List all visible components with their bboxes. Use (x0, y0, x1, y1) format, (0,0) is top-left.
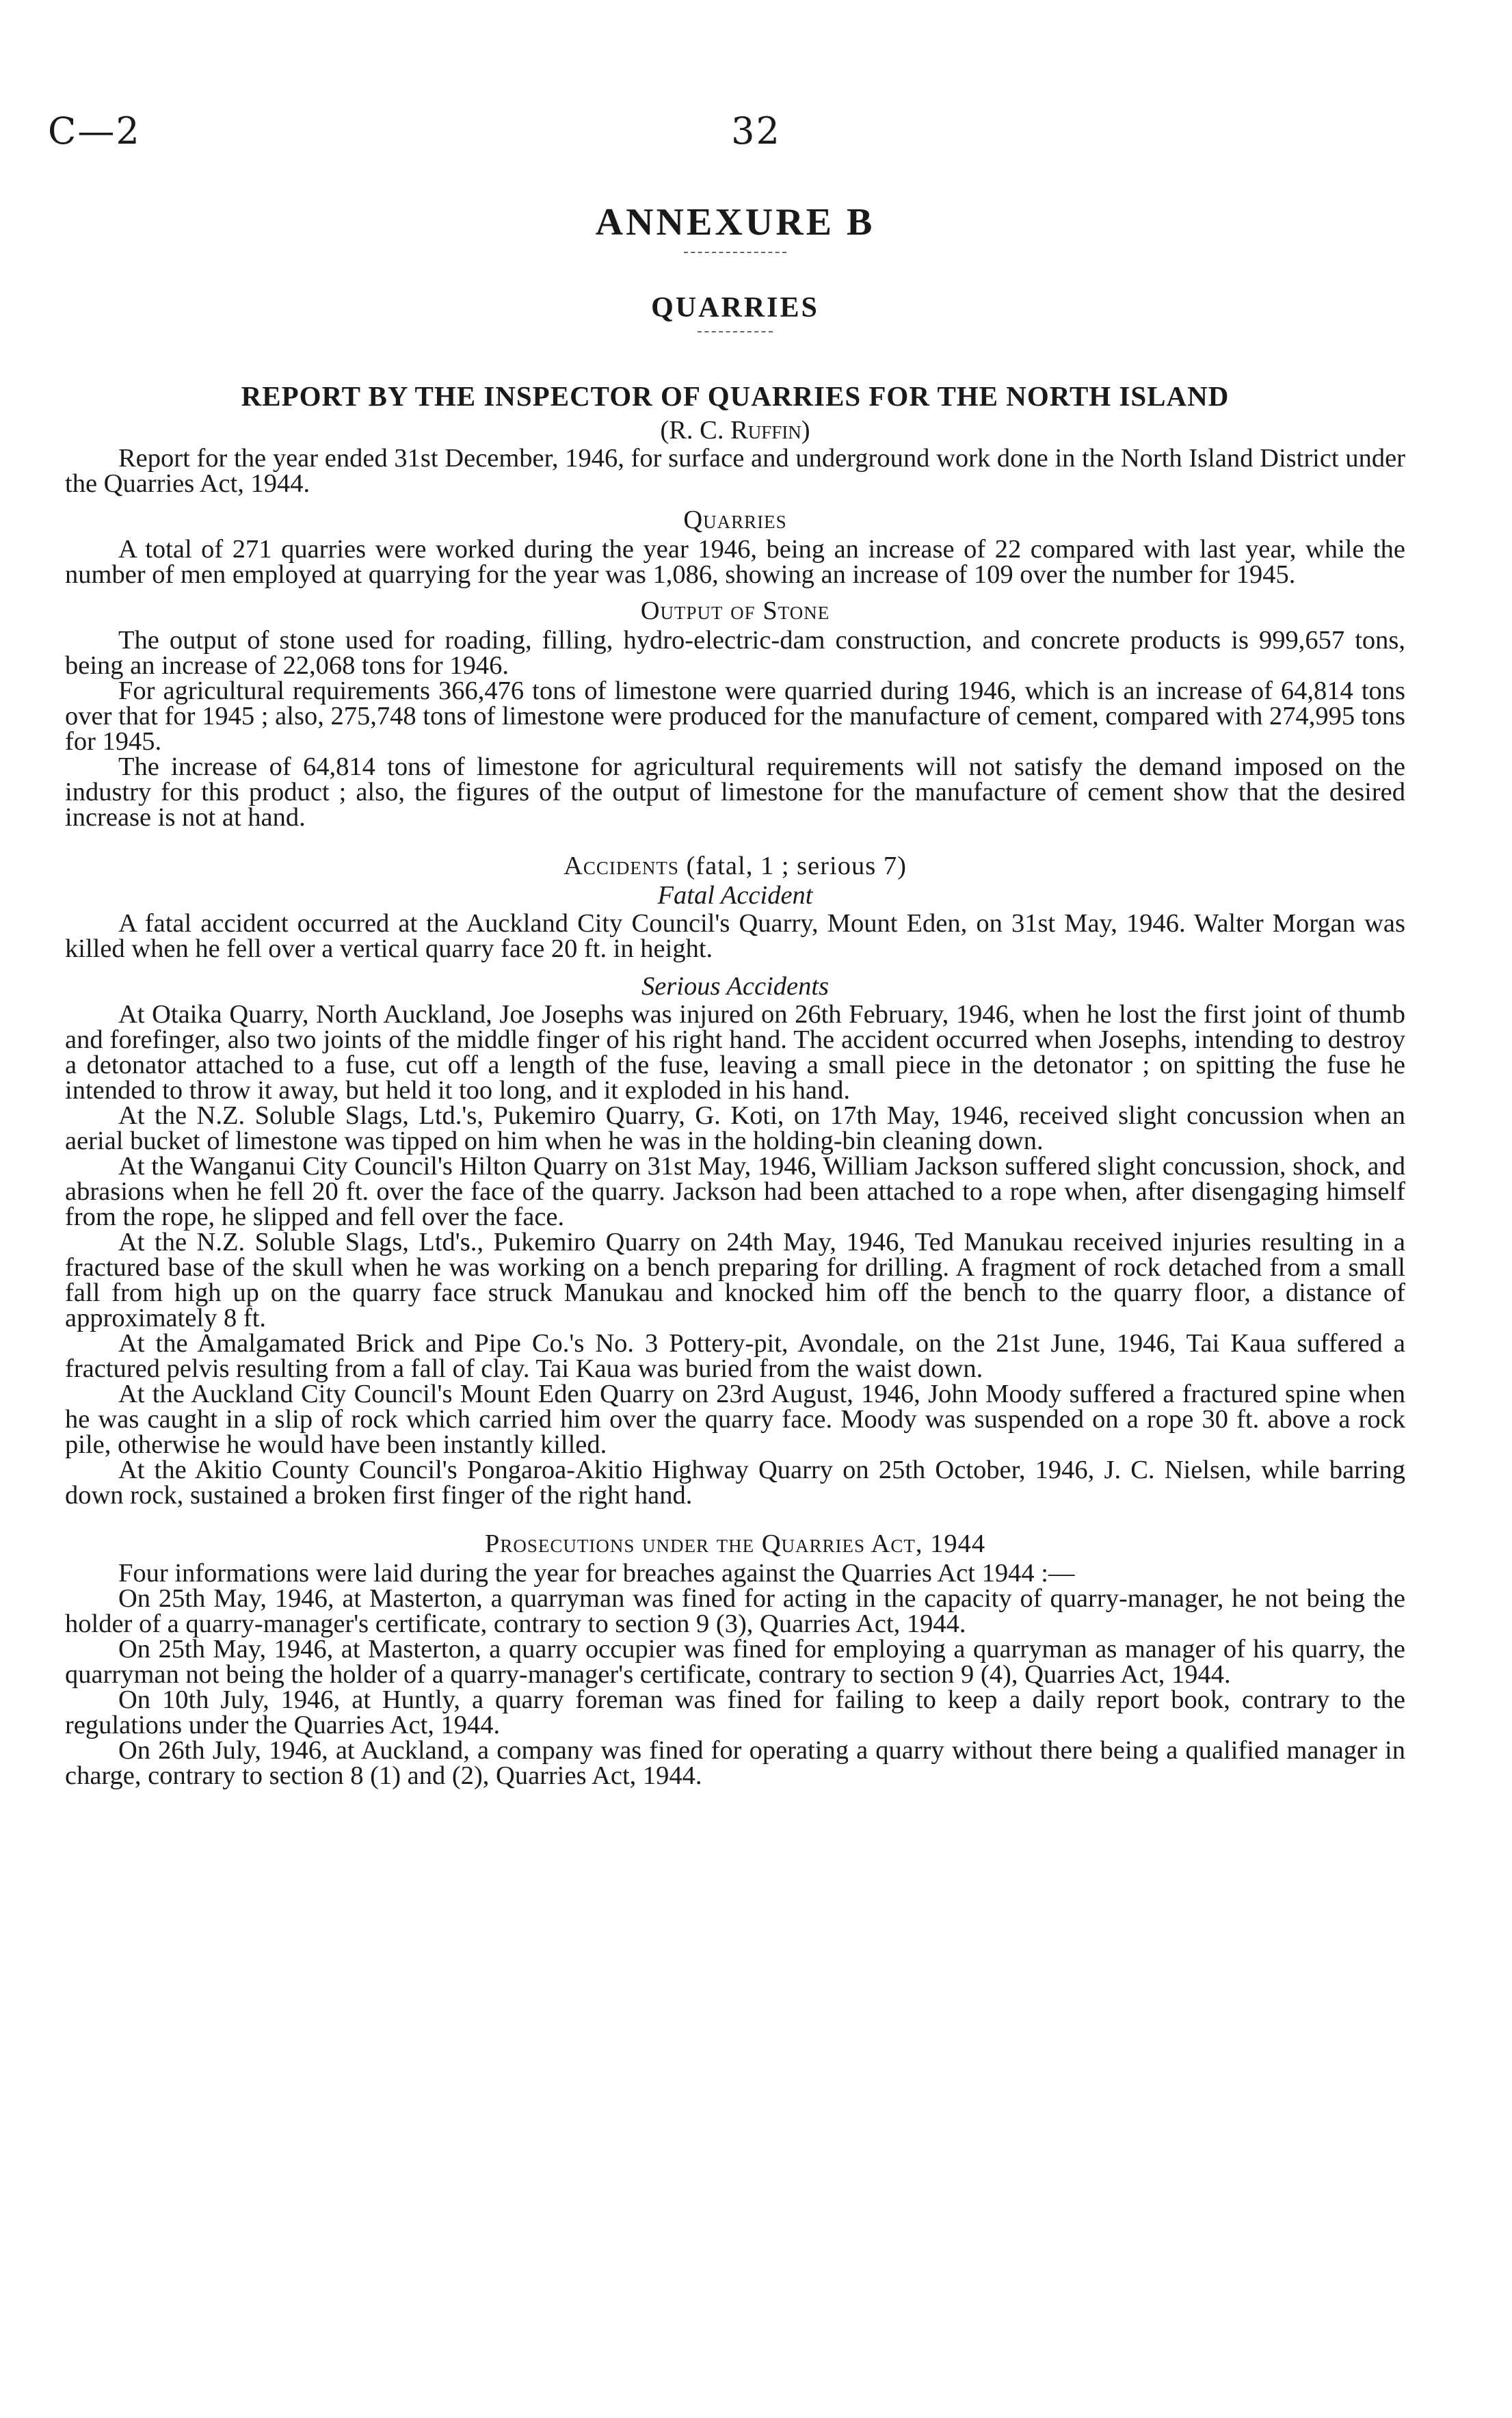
prosecutions-paragraph: On 10th July, 1946, at Huntly, a quarry foreman was fined for failing to keep a daily report book, contrary to the regulations under the Quarries Act, 1944. (65, 1685, 1405, 1739)
report-author: (R. C. Ruffin) (660, 416, 810, 445)
report-title: REPORT BY THE INSPECTOR OF QUARRIES FOR THE NORTH ISLAND (241, 380, 1230, 412)
fatal-accident-paragraph: A fatal accident occurred at the Auckland City Council's Quarry, Mount Eden, on 31st May, 1946. Walter Morgan was killed when he fell over a vertical quarry face 20 ft. in height. (65, 909, 1405, 963)
serious-accident-paragraph: At the Wanganui City Council's Hilton Quarry on 31st May, 1946, William Jackson suffered slight concussion, shock, and abrasions when he fell 20 ft. over the face of the quarry. Jackson had been attached to a rope when, after disengaging himself from the rope, he slipped and fell over the face. (65, 1152, 1405, 1231)
prosecutions-paragraph: On 25th May, 1946, at Masterton, a quarry occupier was fined for employing a quarryman as manager of his quarry, the quarryman not being the holder of a quarry-manager's certificate, contrary to section 9 (4), Quarries Act, 1944. (65, 1635, 1405, 1689)
quarries-paragraph: A total of 271 quarries were worked during the year 1946, being an increase of 22 compared with last year, while the number of men employed at quarrying for the year was 1,086, showing an increase of 109 over the number for 1945. (65, 535, 1405, 589)
page-content (65, 198, 1405, 1789)
accidents-heading-caps: Accidents (563, 852, 679, 880)
intro-paragraph: Report for the year ended 31st December, 1946, for surface and underground work done in the North Island District under the Quarries Act, 1944. (65, 444, 1405, 498)
prosecutions-paragraph: On 25th May, 1946, at Masterton, a quarryman was fined for acting in the capacity of quarry-manager, he not being the holder of a quarry-manager's certificate, contrary to section 9 (3), Quarries Act, 1944. (65, 1584, 1405, 1638)
prosecutions-paragraph: On 26th July, 1946, at Auckland, a company was fined for operating a quarry without there being a qualified manager in charge, contrary to section 8 (1) and (2), Quarries Act, 1944. (65, 1736, 1405, 1790)
annexure-title: ANNEXURE B (595, 201, 875, 244)
serious-accident-paragraph: At the N.Z. Soluble Slags, Ltd's., Pukemiro Quarry on 24th May, 1946, Ted Manukau received injuries resulting in a fractured base of the skull when he was working on a bench preparing for drilling. A fragment of rock detached from a small fall from high up on the quarry face struck Manukau and knocked him off the bench to the quarry floor, a distance of approximately 8 ft. (65, 1228, 1405, 1332)
prosecutions-heading: Prosecutions under the Quarries Act, 1944 (484, 1529, 986, 1558)
accidents-heading-counts: (fatal, 1 ; serious 7) (678, 852, 907, 880)
output-paragraph: The output of stone used for roading, filling, hydro-electric-dam construction, and concrete products is 999,657 tons, being an increase of 22,068 tons for 1946. (65, 626, 1405, 680)
serious-accident-paragraph: At the Auckland City Council's Mount Eden Quarry on 23rd August, 1946, John Moody suffered a fractured spine when he was caught in a slip of rock which carried him over the quarry face. Moody was suspended on a rope 30 ft. above a rock pile, otherwise he would have been instantly killed. (65, 1380, 1405, 1459)
output-heading: Output of Stone (640, 596, 830, 625)
fatal-accident-heading: Fatal Accident (657, 881, 813, 910)
output-paragraph: The increase of 64,814 tons of limestone for agricultural requirements will not satisfy the demand imposed on the industry for this product ; also, the figures of the output of limestone for the manufacture of cement show that the desired increase is not at hand. (65, 752, 1405, 832)
section-title: QUARRIES (651, 292, 819, 324)
divider (698, 331, 773, 332)
page-number: 32 (731, 109, 781, 153)
prosecutions-paragraph: Four informations were laid during the year for breaches against the Quarries Act 1944 :— (118, 1559, 1075, 1588)
quarries-heading: Quarries (683, 505, 787, 534)
serious-accidents-heading: Serious Accidents (641, 972, 830, 1001)
divider (684, 252, 786, 253)
serious-accident-paragraph: At Otaika Quarry, North Auckland, Joe Josephs was injured on 26th February, 1946, when he lost the first joint of thumb and forefinger, also two joints of the middle finger of his right hand. The accident occurred when Josephs, intending to destroy a detonator attached to a fuse, cut off a length of the fuse, leaving a small piece in the detonator ; on spitting the fuse he intended to throw it away, but held it too long, and it exploded in his hand. (65, 1000, 1405, 1105)
serious-accident-paragraph: At the N.Z. Soluble Slags, Ltd.'s, Pukemiro Quarry, G. Koti, on 17th May, 1946, received slight concussion when an aerial bucket of limestone was tipped on him when he was in the holding-bin cleaning down. (65, 1101, 1405, 1155)
accidents-heading (65, 854, 1405, 879)
serious-accident-paragraph: At the Amalgamated Brick and Pipe Co.'s No. 3 Pottery-pit, Avondale, on the 21st June, 1946, Tai Kaua suffered a fractured pelvis resulting from a fall of clay. Tai Kaua was buried from the waist down. (65, 1329, 1405, 1383)
output-paragraph: For agricultural requirements 366,476 tons of limestone were quarried during 1946, which is an increase of 64,814 tons over that for 1945 ; also, 275,748 tons of limestone were produced for the manufacture of cement, compared with 274,995 tons for 1945. (65, 676, 1405, 756)
serious-accident-paragraph: At the Akitio County Council's Pongaroa-Akitio Highway Quarry on 25th October, 1946, J. C. Nielsen, while barring down rock, sustained a broken first finger of the right hand. (65, 1456, 1405, 1510)
header-reference: C—2 (48, 109, 141, 153)
